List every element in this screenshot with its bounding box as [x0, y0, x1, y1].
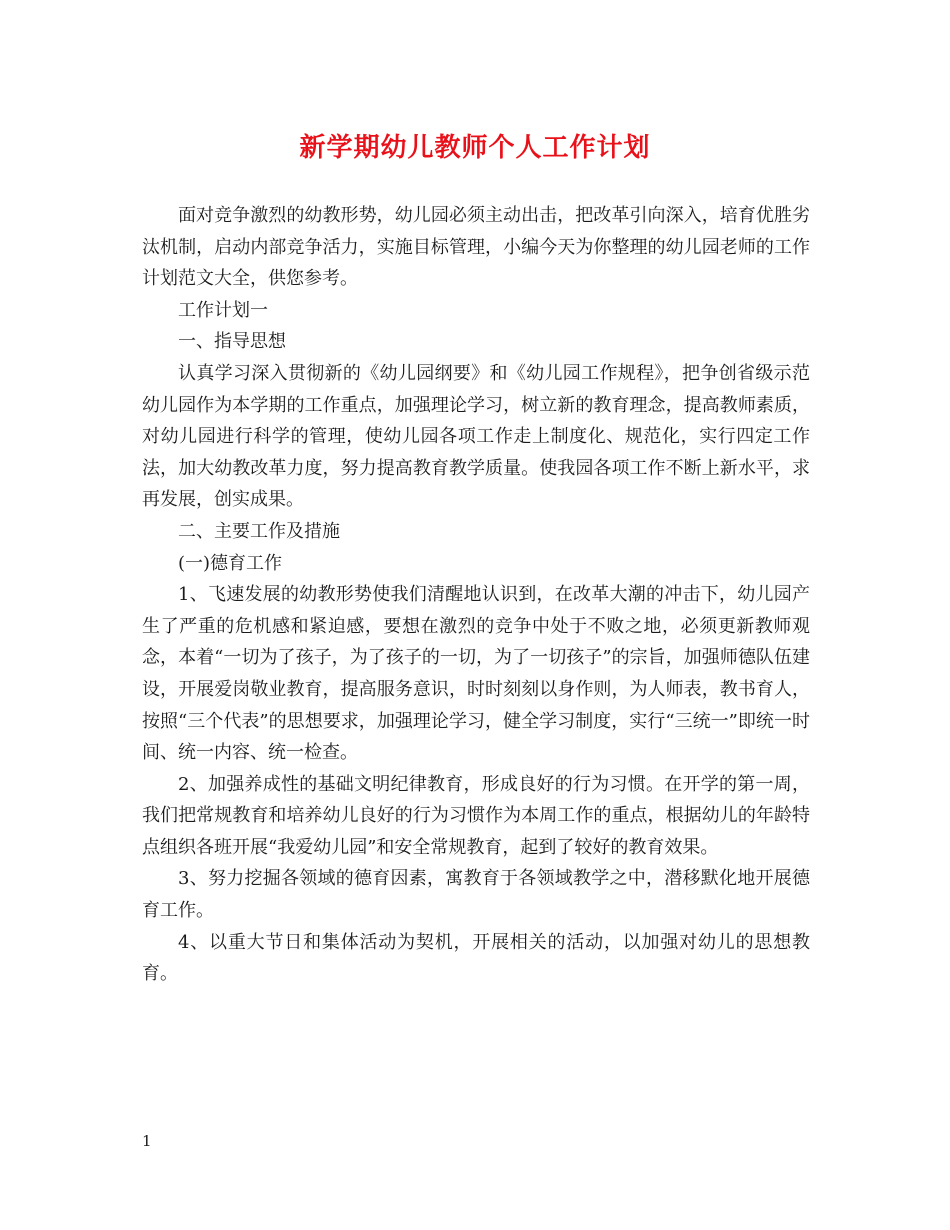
heading-moral-education: (一)德育工作 — [178, 552, 283, 574]
paragraph-guiding-thought: 认真学习深入贯彻新的《幼儿园纲要》和《幼儿园工作规程》，把争创省级示范幼儿园作为本学期的工作重点，加强理论学习，树立新的教育理念，提高教师素质，对幼儿园进行科学的管理，使幼儿园各项工作走上制度化、规范化，实行四定工作法，加大幼教改革力度，努力提高教育教学质量。使我园各项工作不断上新水平，求再发展，创实成果。 — [142, 362, 810, 511]
heading-main-work: 二、主要工作及措施 — [178, 520, 340, 542]
heading-guiding-thought: 一、指导思想 — [178, 331, 286, 353]
document-title: 新学期幼儿教师个人工作计划 — [299, 133, 651, 163]
heading-plan-one: 工作计划一 — [178, 299, 268, 321]
paragraph-item-4: 4、以重大节日和集体活动为契机，开展相关的活动，以加强对幼儿的思想教育。 — [142, 931, 810, 985]
paragraph-item-3: 3、努力挖掘各领域的德育因素，寓教育于各领域教学之中，潜移默化地开展德育工作。 — [142, 868, 810, 922]
paragraph-item-1: 1、飞速发展的幼教形势使我们清醒地认识到，在改革大潮的冲击下，幼儿园产生了严重的危机感和紧迫感，要想在激烈的竞争中处于不败之地，必须更新教师观念，本着“一切为了孩子，为了孩子的一切，为了一切孩子”的宗旨，加强师德队伍建设，开展爱岗敬业教育，提高服务意识，时时刻刻以身作则，为人师表，教书育人，按照“三个代表”的思想要求，加强理论学习，健全学习制度，实行“三统一”即统一时间、统一内容、统一检查。 — [142, 584, 810, 764]
document-body — [142, 200, 810, 990]
page-number: 1 — [142, 1132, 152, 1150]
paragraph-intro: 面对竞争激烈的幼教形势，幼儿园必须主动出击，把改革引向深入，培育优胜劣 汰机制，启动内部竞争活力，实施目标管理，小编今天为你整理的幼儿园老师的工作计划范文大全，供您参考。 — [142, 205, 810, 290]
paragraph-item-2: 2、加强养成性的基础文明纪律教育，形成良好的行为习惯。在开学的第一周，我们把常规教育和培养幼儿良好的行为习惯作为本周工作的重点，根据幼儿的年龄特点组织各班开展“我爱幼儿园”和安全常规教育，起到了较好的教育效果。 — [142, 773, 810, 858]
